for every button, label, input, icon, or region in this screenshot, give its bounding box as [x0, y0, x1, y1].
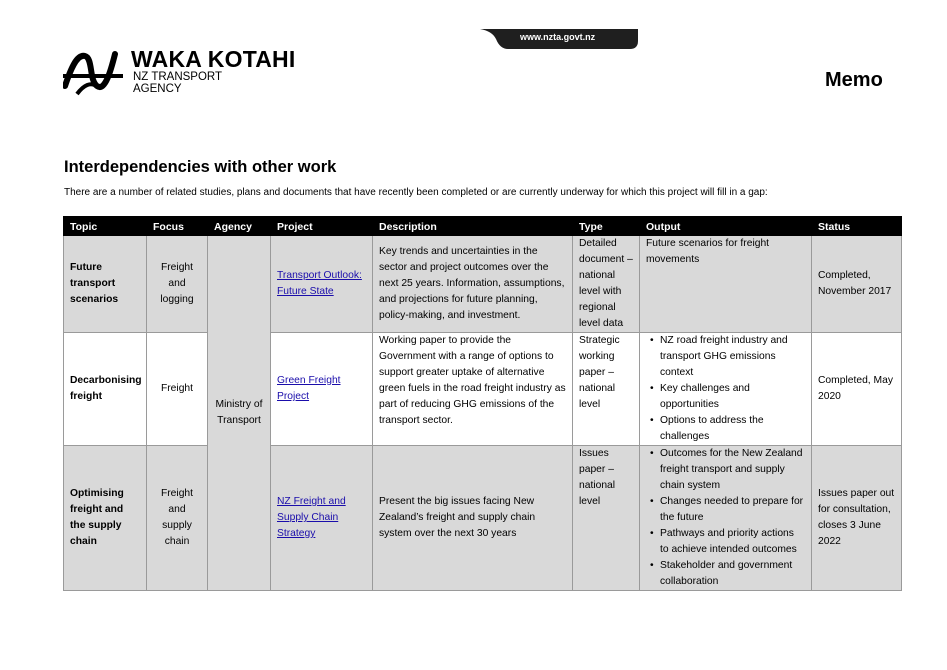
table-row	[64, 236, 902, 333]
table-row	[64, 446, 902, 591]
type-cell: Issues paper – national level	[573, 446, 640, 591]
bullet-icon: •	[650, 528, 654, 539]
logo-subtitle: NZ TRANSPORT AGENCY	[133, 71, 223, 95]
bullet-icon: •	[650, 415, 654, 426]
description-cell: Key trends and uncertainties in the sector and project outcomes over the next 25 years. Information, assumptions, and projections for future planning, policy-making, and investment.	[373, 236, 573, 333]
focus-cell: Freight	[147, 333, 208, 446]
agency-cell: Ministry of Transport	[208, 236, 271, 591]
topic-cell: Decarbonising freight	[64, 333, 147, 446]
project-cell	[271, 446, 373, 591]
table-header-row	[64, 217, 902, 236]
list-item: • Changes needed to prepare for the future	[650, 496, 804, 523]
project-cell	[271, 236, 373, 333]
project-cell	[271, 333, 373, 446]
list-item: • Key challenges and opportunities	[650, 383, 750, 410]
bullet-icon: •	[650, 335, 654, 346]
list-item: • NZ road freight industry and transport GHG emissions context	[650, 335, 788, 378]
waka-kotahi-logo	[63, 46, 296, 98]
interdependencies-table	[63, 216, 902, 591]
list-item: • Stakeholder and government collaboration	[650, 560, 793, 587]
bullet-icon: •	[650, 383, 654, 394]
project-link[interactable]: Green Freight Project	[277, 375, 341, 402]
section-heading: Interdependencies with other work	[64, 158, 337, 176]
focus-cell: Freight and logging	[147, 236, 208, 333]
type-cell: Detailed document – national level with regional level data	[573, 236, 640, 333]
column-header: Output	[640, 217, 812, 236]
focus-cell: Freight and supply chain	[147, 446, 208, 591]
project-link[interactable]: NZ Freight and Supply Chain Strategy	[277, 496, 346, 539]
bullet-icon: •	[650, 448, 654, 459]
website-tab	[480, 29, 638, 49]
description-cell: Present the big issues facing New Zealand’s freight and supply chain system over the next 30 years	[373, 446, 573, 591]
type-cell: Strategic working paper – national level	[573, 333, 640, 446]
status-cell: Issues paper out for consultation, closes 3 June 2022	[812, 446, 902, 591]
table-row	[64, 333, 902, 446]
document-type-title: Memo	[825, 69, 883, 91]
project-link[interactable]: Transport Outlook: Future State	[277, 270, 362, 297]
section-intro: There are a number of related studies, plans and documents that have recently been completed or are currently underway for which this project will fill in a gap:	[64, 187, 768, 198]
website-url[interactable]: www.nzta.govt.nz	[520, 32, 596, 42]
logo-wordmark: WAKA KOTAHI	[131, 46, 296, 72]
list-item: • Pathways and priority actions to achieve intended outcomes	[650, 528, 797, 555]
output-list	[646, 333, 805, 445]
list-item: • Options to address the challenges	[650, 415, 764, 442]
bullet-icon: •	[650, 560, 654, 571]
column-header: Topic	[64, 217, 147, 236]
output-cell: Future scenarios for freight movements	[640, 236, 812, 333]
bullet-icon: •	[650, 496, 654, 507]
column-header: Description	[373, 217, 573, 236]
column-header: Status	[812, 217, 902, 236]
column-header: Focus	[147, 217, 208, 236]
output-list	[646, 446, 805, 590]
status-cell: Completed, November 2017	[812, 236, 902, 333]
column-header: Project	[271, 217, 373, 236]
output-cell	[640, 333, 812, 446]
description-cell: Working paper to provide the Government with a range of options to support greater uptake of alternative green fuels in the road freight industry as part of reducing GHG emissions of the transport sector.	[373, 333, 573, 446]
column-header: Agency	[208, 217, 271, 236]
topic-cell: Future transport scenarios	[64, 236, 147, 333]
output-cell	[640, 446, 812, 591]
list-item: • Outcomes for the New Zealand freight transport and supply chain system	[650, 448, 803, 491]
column-header: Type	[573, 217, 640, 236]
status-cell: Completed, May 2020	[812, 333, 902, 446]
topic-cell: Optimising freight and the supply chain	[64, 446, 147, 591]
waka-kotahi-wave-icon	[63, 46, 127, 98]
